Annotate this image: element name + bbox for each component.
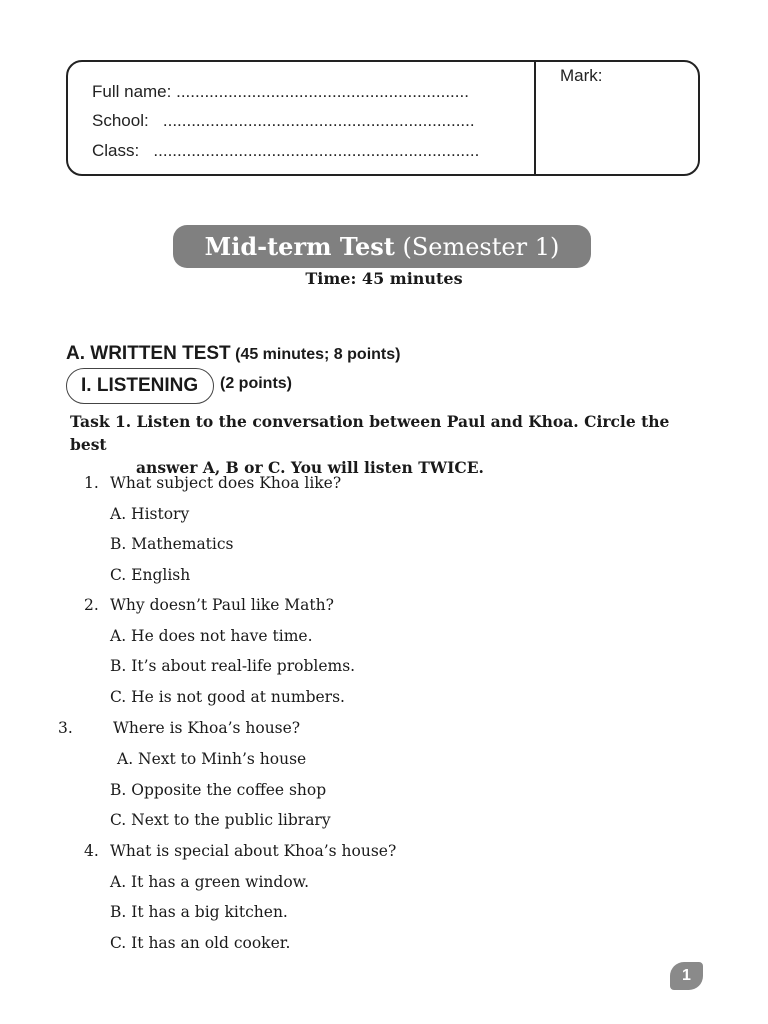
task-1-line-1: Task 1. Listen to the conversation between Paul and Khoa. Circle the best (70, 412, 670, 454)
test-title-sub: (Semester 1) (402, 232, 560, 261)
question-1-option-a[interactable]: A. History (110, 505, 190, 523)
school-label: School: (92, 111, 149, 130)
question-2-number: 2. (84, 596, 99, 614)
question-3-option-b[interactable]: B. Opposite the coffee shop (110, 781, 327, 799)
class-blank[interactable]: ..................................................................... (153, 141, 480, 160)
test-title (173, 225, 591, 268)
section-a-detail: (45 minutes; 8 points) (235, 346, 401, 363)
full-name-row (92, 82, 469, 102)
info-divider (534, 62, 536, 174)
question-1-option-c[interactable]: C. English (110, 566, 191, 584)
page-number: 1 (670, 962, 703, 990)
task-1-instructions (70, 410, 710, 479)
school-blank[interactable]: .................................................................. (162, 111, 475, 130)
question-3-text: Where is Khoa’s house? (113, 719, 301, 737)
question-1-text: What subject does Khoa like? (110, 474, 342, 492)
listening-points: (2 points) (220, 375, 292, 392)
question-2-option-c[interactable]: C. He is not good at numbers. (110, 688, 345, 706)
class-label: Class: (92, 141, 140, 160)
question-2-option-a[interactable]: A. He does not have time. (110, 627, 313, 645)
test-time: Time: 45 minutes (305, 269, 463, 288)
question-4-option-c[interactable]: C. It has an old cooker. (110, 934, 291, 952)
question-3-option-c[interactable]: C. Next to the public library (110, 811, 331, 829)
section-a-title: A. WRITTEN TEST (66, 343, 231, 364)
listening-label: I. LISTENING (66, 368, 214, 404)
section-a-heading (66, 343, 400, 365)
test-title-main: Mid-term Test (204, 232, 395, 261)
task-1-line-2: answer A, B or C. You will listen TWICE. (136, 458, 484, 477)
full-name-label: Full name: (92, 82, 172, 101)
question-3-number: 3. (58, 719, 73, 737)
question-4-option-b[interactable]: B. It has a big kitchen. (110, 903, 288, 921)
question-4-option-a[interactable]: A. It has a green window. (110, 873, 310, 891)
mark-label: Mark: (560, 66, 603, 85)
question-1-number: 1. (84, 474, 99, 492)
student-info-box (66, 60, 700, 176)
question-1-option-b[interactable]: B. Mathematics (110, 535, 234, 553)
question-3-option-a[interactable]: A. Next to Minh’s house (117, 750, 307, 768)
class-row (92, 141, 479, 161)
school-row (92, 111, 475, 131)
question-4-number: 4. (84, 842, 99, 860)
question-4-text: What is special about Khoa’s house? (110, 842, 397, 860)
question-2-text: Why doesn’t Paul like Math? (110, 596, 334, 614)
full-name-blank[interactable]: .............................................................. (176, 82, 469, 101)
question-2-option-b[interactable]: B. It’s about real-life problems. (110, 657, 356, 675)
